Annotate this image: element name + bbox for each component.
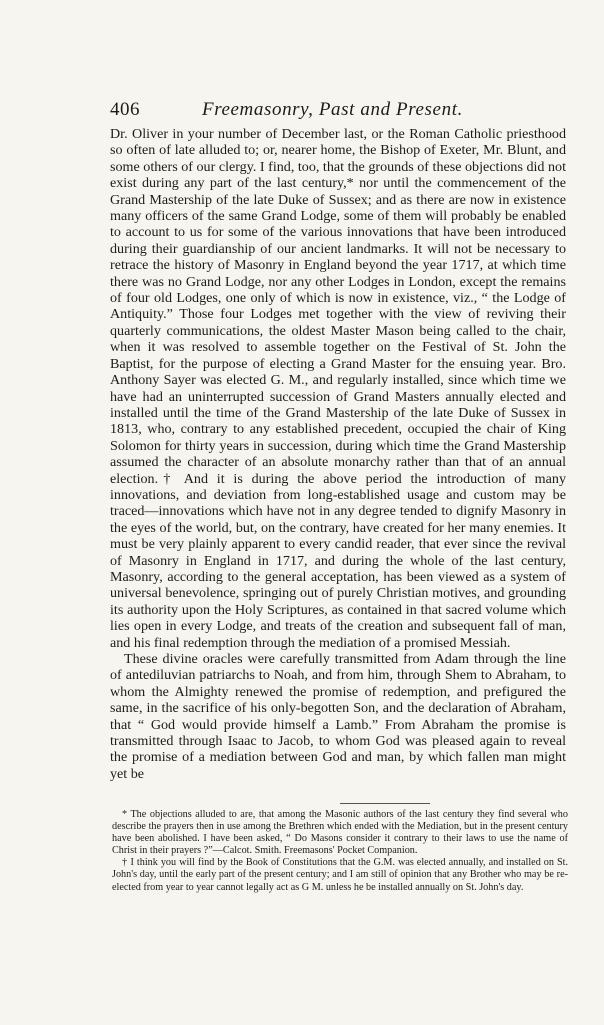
- page-header: [110, 99, 562, 125]
- paragraph: Dr. Oliver in your number of December last, or the Roman Catholic priesthood so often of late alluded to; or, nearer home, the Bishop of Exeter, Mr. Blunt, and some others of our clergy. I find, too, that the grounds of these objections did not exist during any part of the last century,* nor until the commencement of the Grand Mastership of the late Duke of Sussex; and as there are now in existence many officers of the same Grand Lodge, some of them will probably be enabled to account to us for some of the various innovations that have been introduced during their guardianship of our ancient landmarks. It will not be necessary to retrace the history of Masonry in England beyond the year 1717, at which time there was no Grand Lodge, nor any other Lodges in London, except the remains of four old Lodges, one only of which is now in existence, viz., “ the Lodge of Antiquity.” Those four Lodges met together with the view of reviving their quarterly communications, the oldest Master Mason being called to the chair, when it was resolved to assemble together on the Festival of St. John the Baptist, for the purpose of electing a Grand Master for the ensuing year. Bro. Anthony Sayer was elected G. M., and regularly installed, since which time we have had an uninterrupted succession of Grand Masters annually elected and installed until the time of the Grand Mastership of the late Duke of Sussex in 1813, who, contrary to any established precedent, occupied the chair of King Solomon for thirty years in succession, during which time the Grand Mastership assumed the character of an absolute monarchy rather than that of an annual election.† And it is during the above period the introduction of many innovations, and deviation from long-established usage and custom may be traced—innovations which have not in any degree tended to dignify Masonry in the eyes of the world, but, on the contrary, have created for her many enemies. It must be very plainly apparent to every candid reader, that ever since the revival of Masonry in England in 1717, and during the whole of the last century, Masonry, according to the general acceptation, has been viewed as a system of universal benevolence, springing out of purely Christian motives, and grounding its authority upon the Holy Scriptures, as contained in that sacred volume which lies open in every Lodge, and treats of the creation and subsequent fall of man, and his final redemption through the mediation of a promised Messiah.: [110, 126, 567, 651]
- footnote: † I think you will find by the Book of Constitutions that the G.M. was elected annually, and installed on St. John's day, until the early part of the present century; and I am still of opinion that any Brother who may be re-elected from year to year cannot legally act as G M. unless he be installed annually on St. John's day.: [112, 857, 568, 893]
- page-number: 406: [110, 99, 140, 120]
- paragraph: These divine oracles were carefully transmitted from Adam through the line of antediluvian patriarchs to Noah, and from him, through Shem to Abraham, to whom the Almighty renewed the promise of redemption, and prefigured the same, in the sacrifice of his only-begotten Son, and the declaration of Abraham, that “ God would provide himself a Lamb.” From Abraham the promise is transmitted through Isaac to Jacob, to whom God was pleased again to reveal the promise of a mediation between God and man, by which fallen man might yet be: [110, 651, 566, 782]
- footnotes: [112, 809, 568, 894]
- footnote: * The objections alluded to are, that among the Masonic authors of the last century they find several who describe the prayers then in use among the Brethren which ended with the Mediation, but in the present century have been abolished. I have been asked, “ Do Masons consider it contrary to their laws to use the name of Christ in their prayers ?”—Calcot. Smith. Freemasons' Pocket Companion.: [112, 809, 568, 857]
- running-title: Freemasonry, Past and Present.: [202, 99, 463, 120]
- main-text: [110, 126, 566, 782]
- footnote-divider: [340, 803, 430, 804]
